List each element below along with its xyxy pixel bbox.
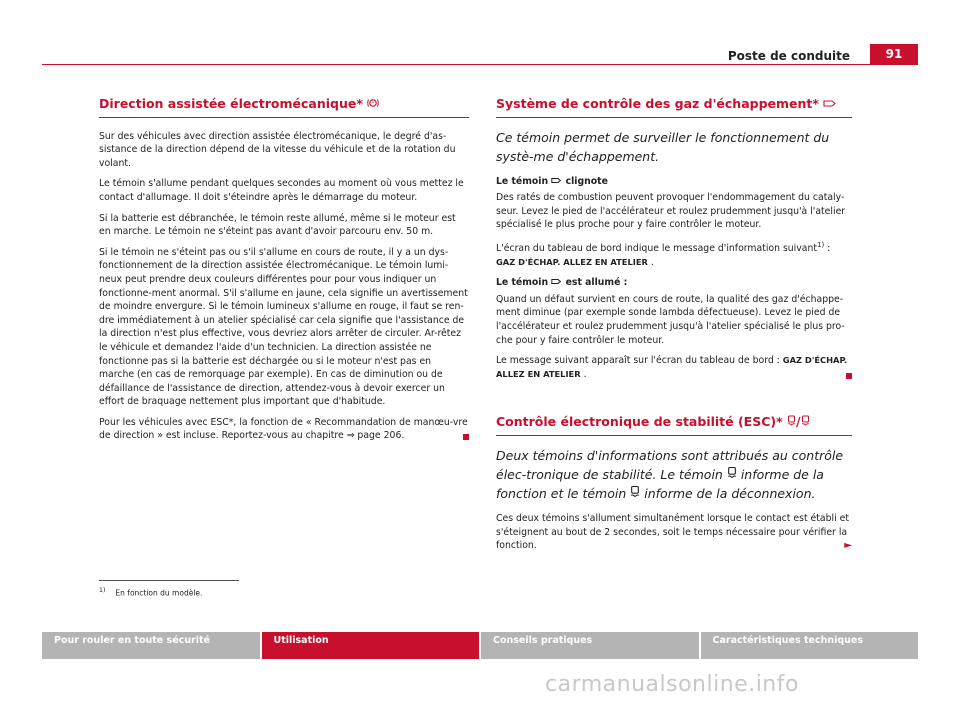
chapter-tabs bbox=[42, 632, 918, 659]
page-header-title: Poste de conduite bbox=[727, 49, 850, 63]
section-heading-esc: Contrôle électronique de stabilité (ESC)* / bbox=[496, 415, 852, 436]
paragraph: Quand un défaut survient en cours de route, la qualité des gaz d'échappe-ment diminue (par exemple sonde lambda défectueuse). Levez le pied de l'accélérateur et roulez prudemment jusqu'à l'atelier spécialisé le plus pro-che pour y faire contrôler le moteur. bbox=[496, 293, 845, 346]
continue-arrow-icon: ► bbox=[844, 540, 852, 552]
section-end-marker bbox=[463, 434, 469, 440]
tab-safety[interactable]: Pour rouler en toute sécurité bbox=[42, 632, 260, 659]
tab-operation[interactable]: Utilisation bbox=[262, 632, 480, 659]
esc-icon bbox=[787, 414, 796, 429]
paragraph: L'écran du tableau de bord indique le message d'information suivant$^{1)}$ : GAZ D'ÉCHAP. ALLEZ EN ATELIER . bbox=[496, 240, 831, 268]
paragraph: Sur des véhicules avec direction assistée électromécanique, le degré d'as-sistance de la direction dépend de la vitesse du véhicule et de la rotation du volant. bbox=[99, 130, 456, 169]
footnote-ref: 1) bbox=[817, 240, 825, 249]
paragraph: Ces deux témoins s'allument simultanément lorsque le contact est établi et s'éteignent au bout de 2 secondes, soit le temps nécessaire pour vérifier la fonction. ► bbox=[496, 513, 852, 552]
paragraph: Pour les véhicules avec ESC*, la fonction de « Recommandation de manœu-vre de direction » est incluse. Reportez-vous au chapitre ⇒ page 206. bbox=[99, 416, 468, 442]
esc-off-icon bbox=[630, 486, 640, 501]
page-number: 91 bbox=[870, 44, 918, 65]
engine-check-icon bbox=[823, 96, 837, 111]
paragraph: Le message suivant apparaît sur l'écran du tableau de bord : GAZ D'ÉCHAP. ALLEZ EN ATELIER . bbox=[496, 354, 852, 381]
steering-warning-icon bbox=[367, 96, 379, 111]
paragraph: Le témoin s'allume pendant quelques secondes au moment où vous mettez le contact d'allumage. Il doit s'éteindre après le démarrage du moteur. bbox=[99, 178, 464, 203]
subheading-blinking: Le témoin clignote bbox=[496, 175, 608, 187]
watermark: carmanualsonline.info bbox=[545, 672, 799, 697]
tab-practical-tips[interactable]: Conseils pratiques bbox=[481, 632, 699, 659]
right-column bbox=[496, 97, 852, 560]
tab-technical-specs[interactable]: Caractéristiques techniques bbox=[701, 632, 919, 659]
display-message: GAZ D'ÉCHAP. ALLEZ EN ATELIER bbox=[496, 256, 648, 267]
header-divider bbox=[42, 64, 918, 65]
engine-check-icon bbox=[551, 277, 562, 288]
intro-text: Deux témoins d'informations sont attribués au contrôle élec-tronique de stabilité. Le témoin informe de la fonction et le témoin informe de la déconnexion. bbox=[496, 448, 844, 501]
section-heading-exhaust: Système de contrôle des gaz d'échappement* bbox=[496, 97, 852, 118]
paragraph: Si le témoin ne s'éteint pas ou s'il s'allume en cours de route, il y a un dys-fonctionnement de la direction assistée électromécanique. Le témoin lumi-neux peut prendre deux couleurs différentes pour pour vous indiquer un fonctionne-ment anormal. S'il s'allume en jaune, cela signifie un avertissement de moindre envergure. Si le témoin lumineux s'allume en rouge, il faut se ren-dre immédiatement à un atelier spécialisé car cela signifie que l'assistance de la direction n'est plus effective, vous devriez alors arrêter de circuler. Ar-rêtez le véhicule et demandez l'aide d'un technicien. La direction assistée ne fonctionne pas si la batterie est déchargée ou si le moteur n'est pas en marche (en cas de remorquage par exemple). En cas de diminution ou de défaillance de l'assistance de direction, attendez-vous à devoir exercer un effort de braquage nettement plus important que d'habitude. bbox=[99, 246, 468, 408]
paragraph: Des ratés de combustion peuvent provoquer l'endommagement du cataly-seur. Levez le pied de l'accélérateur et roulez prudemment jusqu'à l'atelier spécialisé le plus proche pour y faire contrôler le moteur. bbox=[496, 192, 846, 231]
left-column bbox=[99, 97, 469, 450]
footnote-divider bbox=[99, 580, 239, 581]
footnote: $^{1)}$ En fonction du modèle. bbox=[99, 587, 203, 598]
section-heading-power-steering: Direction assistée électromécanique* bbox=[99, 97, 469, 118]
engine-check-icon bbox=[551, 176, 562, 187]
section-end-marker bbox=[846, 373, 852, 379]
paragraph: Si la batterie est débranchée, le témoin reste allumé, même si le moteur est en marche. Le témoin ne s'éteint pas avant d'avoir parcouru env. 50 m. bbox=[99, 212, 456, 238]
display-message: GAZ D'ÉCHAP. ALLEZ EN ATELIER bbox=[496, 355, 848, 379]
esc-icon bbox=[727, 467, 737, 482]
subheading-lit: Le témoin est allumé : bbox=[496, 277, 628, 289]
esc-off-icon bbox=[801, 414, 810, 429]
intro-text: Ce témoin permet de surveiller le fonctionnement du systè-me d'échappement. bbox=[496, 129, 830, 164]
